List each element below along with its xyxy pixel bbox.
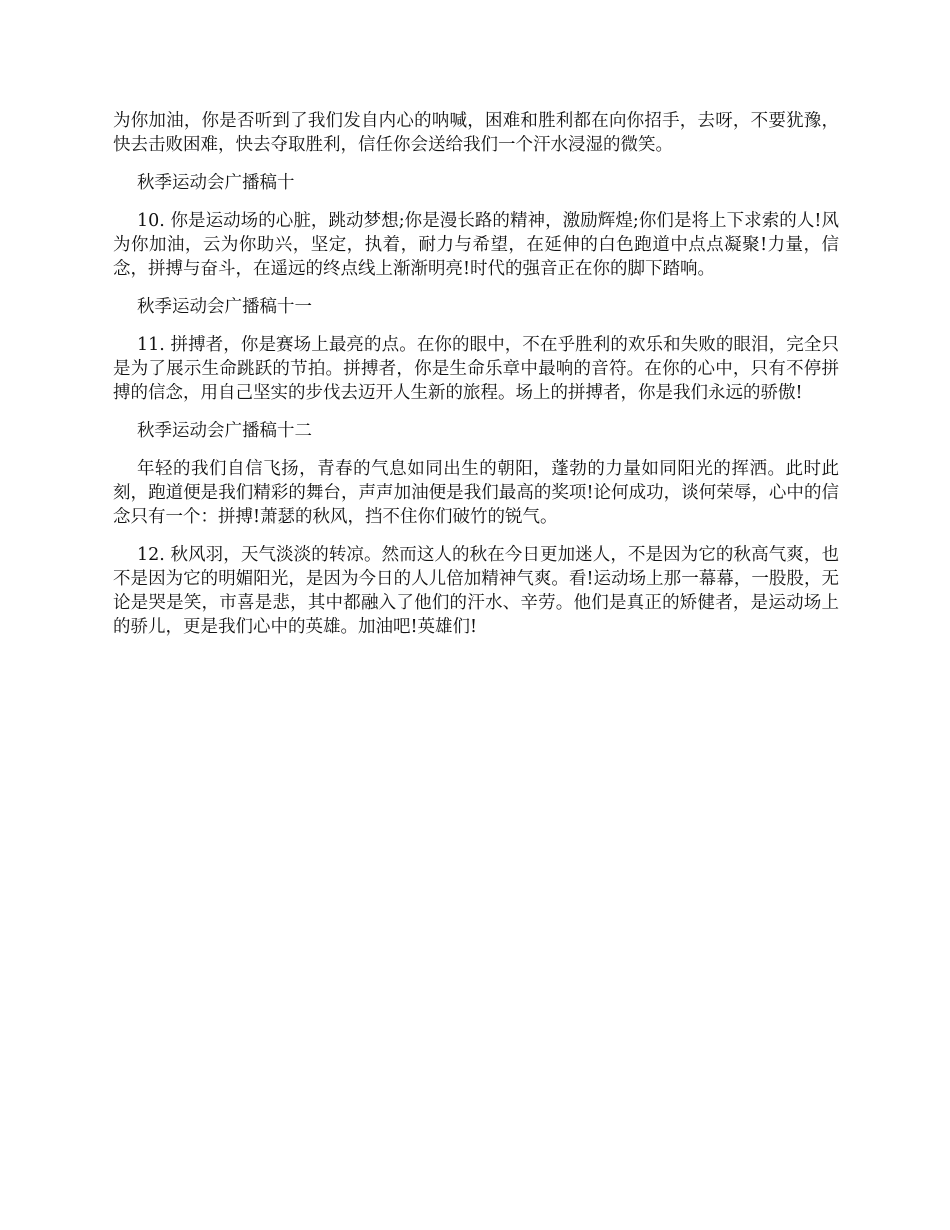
paragraph-11: 11. 拼搏者，你是赛场上最亮的点。在你的眼中，不在乎胜利的欢乐和失败的眼泪，完全只是为了展示生命跳跃的节拍。拼搏者，你是生命乐章中最响的音符。在你的心中，只有不停拼搏的信念，用自己坚实的步伐去迈开人生新的旅程。场上的拼搏者，你是我们永远的骄傲! [113,335,839,403]
document-body [113,109,839,653]
section-heading-10: 秋季运动会广播稿十 [137,173,295,193]
paragraph-12-a: 年轻的我们自信飞扬，青春的气息如同出生的朝阳，蓬勃的力量如同阳光的挥洒。此时此刻，跑道便是我们精彩的舞台，声声加油便是我们最高的奖项!论何成功，谈何荣辱，心中的信念只有一个：拼搏!萧瑟的秋风，挡不住你们破竹的锐气。 [113,459,839,527]
paragraph-intro: 为你加油，你是否听到了我们发自内心的呐喊，困难和胜利都在向你招手，去呀，不要犹豫，快去击败困难，快去夺取胜利，信任你会送给我们一个汗水浸湿的微笑。 [113,111,839,155]
section-heading-11: 秋季运动会广播稿十一 [137,297,312,317]
section-heading-12: 秋季运动会广播稿十二 [137,421,312,441]
paragraph-12-b: 12. 秋风羽，天气淡淡的转凉。然而这人的秋在今日更加迷人，不是因为它的秋高气爽，也不是因为它的明媚阳光，是因为今日的人儿倍加精神气爽。看!运动场上那一幕幕，一股股，无论是哭是笑，市喜是悲，其中都融入了他们的汗水、辛劳。他们是真正的矫健者，是运动场上的骄儿，更是我们心中的英雄。加油吧!英雄们! [113,545,839,637]
paragraph-10: 10. 你是运动场的心脏，跳动梦想;你是漫长路的精神，激励辉煌;你们是将上下求索的人!风为你加油，云为你助兴，坚定，执着，耐力与希望，在延伸的白色跑道中点点凝聚!力量，信念，拼搏与奋斗，在遥远的终点线上渐渐明亮!时代的强音正在你的脚下踏响。 [113,211,839,279]
